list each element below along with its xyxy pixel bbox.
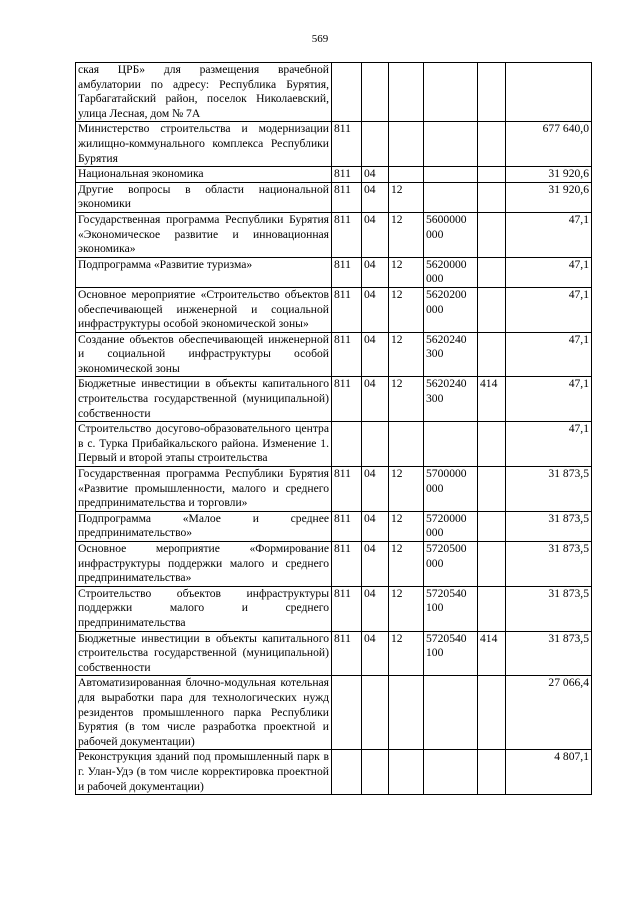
- subsection-code-cell: 12: [389, 377, 424, 422]
- amount-cell: 47,1: [506, 257, 592, 287]
- table-row: [76, 122, 592, 167]
- expense-type-cell: [478, 422, 506, 467]
- section-code-cell: 04: [362, 287, 389, 332]
- table-row: [76, 167, 592, 183]
- section-code-cell: 04: [362, 182, 389, 212]
- target-article-cell: 5620200 000: [424, 287, 478, 332]
- subsection-code-cell: 12: [389, 511, 424, 541]
- expense-type-cell: [478, 467, 506, 512]
- row-name-cell: Национальная экономика: [76, 167, 332, 183]
- subsection-code-cell: [389, 63, 424, 122]
- subsection-code-cell: 12: [389, 182, 424, 212]
- ministry-code-cell: 811: [332, 212, 362, 257]
- table-row: [76, 586, 592, 631]
- row-name-cell: Основное мероприятие «Строительство объектов обеспечивающей инженерной и социальной инфраструктуры особой экономической зоны»: [76, 287, 332, 332]
- row-name-cell: Подпрограмма «Развитие туризма»: [76, 257, 332, 287]
- subsection-code-cell: [389, 167, 424, 183]
- section-code-cell: 04: [362, 257, 389, 287]
- target-article-cell: [424, 422, 478, 467]
- expense-type-cell: [478, 586, 506, 631]
- amount-cell: 31 873,5: [506, 631, 592, 676]
- expense-type-cell: [478, 212, 506, 257]
- row-name-cell: Бюджетные инвестиции в объекты капитального строительства государственной (муниципальной) собственности: [76, 377, 332, 422]
- target-article-cell: 5720000 000: [424, 511, 478, 541]
- target-article-cell: [424, 63, 478, 122]
- row-name-cell: Реконструкция зданий под промышленный парк в г. Улан-Удэ (в том числе корректировка проектной и рабочей документации): [76, 750, 332, 795]
- amount-cell: 31 873,5: [506, 467, 592, 512]
- amount-cell: 677 640,0: [506, 122, 592, 167]
- subsection-code-cell: 12: [389, 257, 424, 287]
- expense-type-cell: [478, 542, 506, 587]
- expense-type-cell: [478, 676, 506, 750]
- expense-type-cell: 414: [478, 631, 506, 676]
- amount-cell: 47,1: [506, 377, 592, 422]
- ministry-code-cell: 811: [332, 182, 362, 212]
- table-row: [76, 377, 592, 422]
- expense-type-cell: [478, 63, 506, 122]
- expense-type-cell: [478, 167, 506, 183]
- table-row: [76, 212, 592, 257]
- row-name-cell: Государственная программа Республики Бурятия «Развитие промышленности, малого и среднего предпринимательства и торговли»: [76, 467, 332, 512]
- row-name-cell: Основное мероприятие «Формирование инфраструктуры поддержки малого и среднего предпринимательства»: [76, 542, 332, 587]
- subsection-code-cell: [389, 422, 424, 467]
- section-code-cell: [362, 122, 389, 167]
- target-article-cell: 5720540 100: [424, 631, 478, 676]
- ministry-code-cell: 811: [332, 631, 362, 676]
- table-row: [76, 676, 592, 750]
- ministry-code-cell: [332, 750, 362, 795]
- expense-type-cell: [478, 287, 506, 332]
- ministry-code-cell: 811: [332, 377, 362, 422]
- target-article-cell: 5620000 000: [424, 257, 478, 287]
- subsection-code-cell: 12: [389, 332, 424, 377]
- subsection-code-cell: 12: [389, 467, 424, 512]
- row-name-cell: ская ЦРБ» для размещения врачебной амбулатории по адресу: Республика Бурятия, Тарбагатайский район, поселок Николаевский, улица Лесная, дом № 7А: [76, 63, 332, 122]
- ministry-code-cell: [332, 422, 362, 467]
- target-article-cell: 5620240 300: [424, 332, 478, 377]
- ministry-code-cell: [332, 63, 362, 122]
- target-article-cell: [424, 122, 478, 167]
- table-row: [76, 182, 592, 212]
- expense-type-cell: [478, 182, 506, 212]
- row-name-cell: Бюджетные инвестиции в объекты капитального строительства государственной (муниципальной) собственности: [76, 631, 332, 676]
- ministry-code-cell: 811: [332, 287, 362, 332]
- amount-cell: 31 920,6: [506, 167, 592, 183]
- section-code-cell: 04: [362, 377, 389, 422]
- subsection-code-cell: 12: [389, 542, 424, 587]
- table-row: [76, 542, 592, 587]
- section-code-cell: 04: [362, 542, 389, 587]
- table-row: [76, 422, 592, 467]
- expense-type-cell: [478, 122, 506, 167]
- section-code-cell: 04: [362, 332, 389, 377]
- row-name-cell: Строительство объектов инфраструктуры поддержки малого и среднего предпринимательства: [76, 586, 332, 631]
- amount-cell: 47,1: [506, 212, 592, 257]
- ministry-code-cell: 811: [332, 122, 362, 167]
- amount-cell: 27 066,4: [506, 676, 592, 750]
- row-name-cell: Создание объектов обеспечивающей инженерной и социальной инфраструктуры особой экономической зоны: [76, 332, 332, 377]
- ministry-code-cell: 811: [332, 467, 362, 512]
- target-article-cell: 5620240 300: [424, 377, 478, 422]
- target-article-cell: 5700000 000: [424, 467, 478, 512]
- budget-table-body: [76, 63, 592, 795]
- table-row: [76, 257, 592, 287]
- expense-type-cell: [478, 511, 506, 541]
- target-article-cell: [424, 676, 478, 750]
- row-name-cell: Подпрограмма «Малое и среднее предпринимательство»: [76, 511, 332, 541]
- subsection-code-cell: 12: [389, 287, 424, 332]
- ministry-code-cell: 811: [332, 542, 362, 587]
- table-row: [76, 63, 592, 122]
- expense-type-cell: 414: [478, 377, 506, 422]
- table-row: [76, 631, 592, 676]
- row-name-cell: Министерство строительства и модернизации жилищно-коммунального комплекса Республики Бурятия: [76, 122, 332, 167]
- subsection-code-cell: [389, 122, 424, 167]
- subsection-code-cell: 12: [389, 586, 424, 631]
- ministry-code-cell: 811: [332, 257, 362, 287]
- section-code-cell: 04: [362, 511, 389, 541]
- subsection-code-cell: [389, 676, 424, 750]
- subsection-code-cell: 12: [389, 631, 424, 676]
- amount-cell: [506, 63, 592, 122]
- amount-cell: 47,1: [506, 287, 592, 332]
- amount-cell: 47,1: [506, 332, 592, 377]
- section-code-cell: [362, 750, 389, 795]
- target-article-cell: [424, 750, 478, 795]
- section-code-cell: [362, 63, 389, 122]
- amount-cell: 31 873,5: [506, 542, 592, 587]
- page-number: 569: [311, 33, 329, 45]
- table-row: [76, 511, 592, 541]
- amount-cell: 4 807,1: [506, 750, 592, 795]
- table-row: [76, 467, 592, 512]
- amount-cell: 31 873,5: [506, 586, 592, 631]
- section-code-cell: 04: [362, 586, 389, 631]
- ministry-code-cell: 811: [332, 167, 362, 183]
- section-code-cell: 04: [362, 467, 389, 512]
- ministry-code-cell: [332, 676, 362, 750]
- expense-type-cell: [478, 750, 506, 795]
- subsection-code-cell: 12: [389, 212, 424, 257]
- amount-cell: 31 920,6: [506, 182, 592, 212]
- target-article-cell: 5720500 000: [424, 542, 478, 587]
- row-name-cell: Государственная программа Республики Бурятия «Экономическое развитие и инновационная экономика»: [76, 212, 332, 257]
- target-article-cell: [424, 182, 478, 212]
- budget-table: [75, 62, 592, 795]
- row-name-cell: Другие вопросы в области национальной экономики: [76, 182, 332, 212]
- expense-type-cell: [478, 257, 506, 287]
- target-article-cell: 5600000 000: [424, 212, 478, 257]
- section-code-cell: [362, 422, 389, 467]
- target-article-cell: 5720540 100: [424, 586, 478, 631]
- section-code-cell: [362, 676, 389, 750]
- row-name-cell: Строительство досугово-образовательного центра в с. Турка Прибайкальского района. Изменение 1. Первый и второй этапы строительства: [76, 422, 332, 467]
- section-code-cell: 04: [362, 631, 389, 676]
- row-name-cell: Автоматизированная блочно-модульная котельная для выработки пара для технологических нужд резидентов промышленного парка Республики Бурятия (в том числе разработка проектной и рабочей документации): [76, 676, 332, 750]
- table-row: [76, 332, 592, 377]
- expense-type-cell: [478, 332, 506, 377]
- section-code-cell: 04: [362, 212, 389, 257]
- table-row: [76, 750, 592, 795]
- section-code-cell: 04: [362, 167, 389, 183]
- subsection-code-cell: [389, 750, 424, 795]
- ministry-code-cell: 811: [332, 511, 362, 541]
- amount-cell: 31 873,5: [506, 511, 592, 541]
- table-row: [76, 287, 592, 332]
- ministry-code-cell: 811: [332, 586, 362, 631]
- target-article-cell: [424, 167, 478, 183]
- ministry-code-cell: 811: [332, 332, 362, 377]
- amount-cell: 47,1: [506, 422, 592, 467]
